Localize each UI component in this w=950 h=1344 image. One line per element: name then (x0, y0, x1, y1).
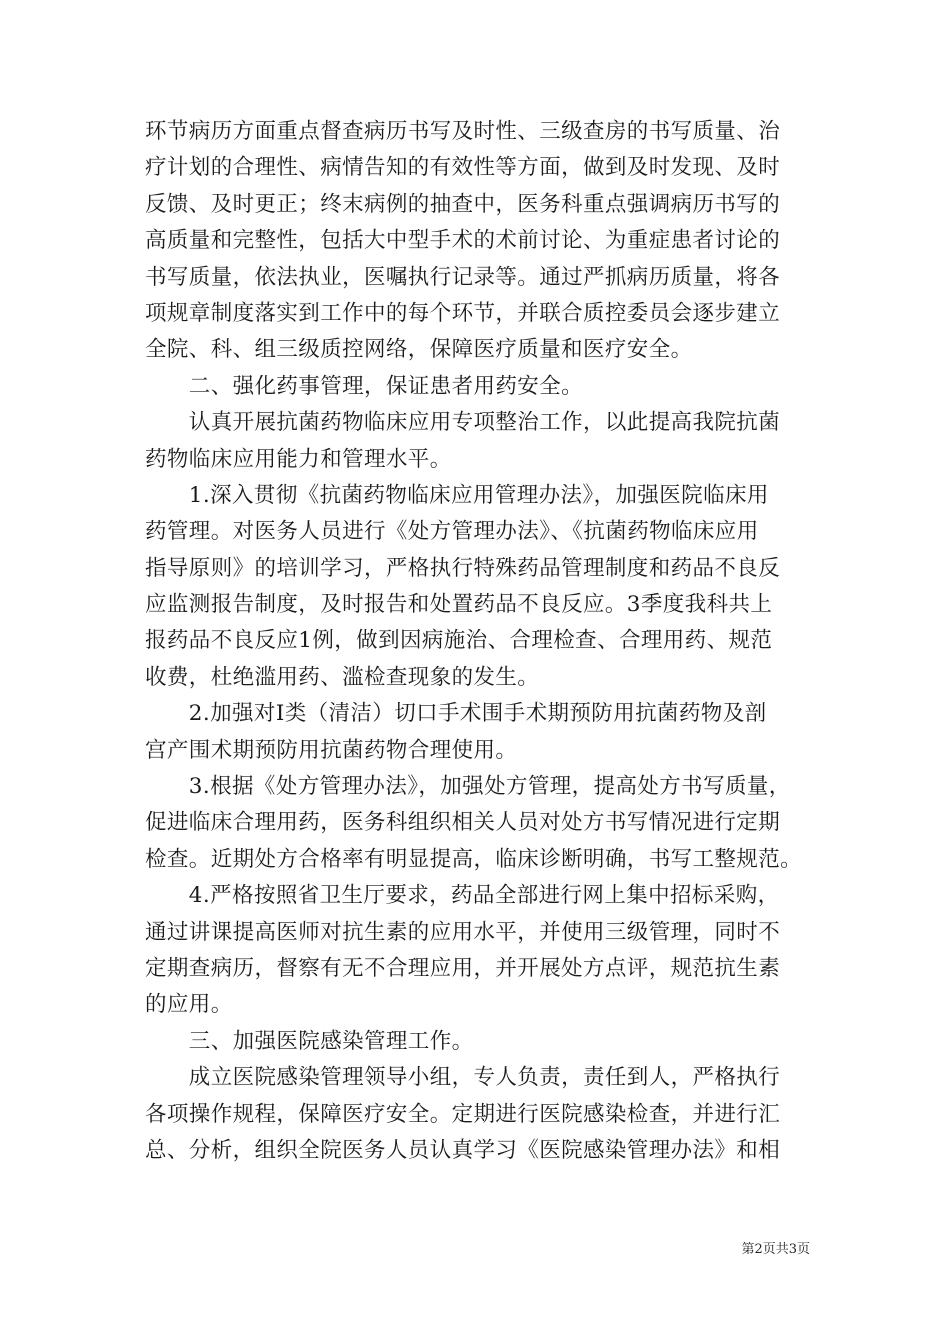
section-heading: 二、强化药事管理，保证患者用药安全。 (145, 373, 584, 399)
text-line: 的应用。 (145, 992, 233, 1018)
text-line: 指导原则》的培训学习，严格执行特殊药品管理制度和药品不良反 (145, 555, 781, 581)
body-text (145, 114, 810, 1169)
text-line: 高质量和完整性，包括大中型手术的术前讨论、为重症患者讨论的 (145, 228, 781, 254)
text-line: 促进临床合理用药，医务科组织相关人员对处方书写情况进行定期 (145, 810, 781, 836)
text-line: 认真开展抗菌药物临床应用专项整治工作，以此提高我院抗菌 (145, 410, 781, 436)
text-line: 全院、科、组三级质控网络，保障医疗质量和医疗安全。 (145, 337, 693, 363)
text-line: 书写质量，依法执业，医嘱执行记录等。通过严抓病历质量，将各 (145, 264, 781, 290)
text-line: 疗计划的合理性、病情告知的有效性等方面，做到及时发现、及时 (145, 155, 781, 181)
page-number-footer: 第2页共3页 (741, 1242, 810, 1257)
text-line: 收费，杜绝滥用药、滥检查现象的发生。 (145, 664, 540, 690)
text-line: 项规章制度落实到工作中的每个环节，并联合质控委员会逐步建立 (145, 300, 781, 326)
text-line: 报药品不良反应1例，做到因病施治、合理检查、合理用药、规范 (145, 628, 773, 654)
text-line: 各项操作规程，保障医疗安全。定期进行医院感染检查，并进行汇 (145, 1101, 781, 1127)
text-line: 2.加强对Ⅰ类（清洁）切口手术围手术期预防用抗菌药物及剖 (145, 701, 767, 727)
text-line: 4.严格按照省卫生厅要求，药品全部进行网上集中招标采购， (145, 883, 780, 909)
text-line: 1.深入贯彻《抗菌药物临床应用管理办法》，加强医院临床用 (145, 482, 769, 508)
text-line: 宫产围术期预防用抗菌药物合理使用。 (145, 737, 518, 763)
section-heading: 三、加强医院感染管理工作。 (145, 1028, 474, 1054)
text-line: 通过讲课提高医师对抗生素的应用水平，并使用三级管理，同时不 (145, 919, 781, 945)
text-line: 药物临床应用能力和管理水平。 (145, 446, 452, 472)
text-line: 环节病历方面重点督查病历书写及时性、三级查房的书写质量、治 (145, 119, 781, 144)
text-line: 成立医院感染管理领导小组，专人负责，责任到人，严格执行 (145, 1065, 781, 1091)
text-line: 3.根据《处方管理办法》，加强处方管理，提高处方书写质量， (145, 774, 791, 800)
text-line: 检查。近期处方合格率有明显提高，临床诊断明确，书写工整规范。 (145, 846, 803, 872)
text-line: 总、分析，组织全院医务人员认真学习《医院感染管理办法》和相 (145, 1137, 781, 1163)
text-line: 反馈、及时更正；终末病例的抽查中，医务科重点强调病历书写的 (145, 191, 781, 217)
text-line: 药管理。对医务人员进行《处方管理办法》、《抗菌药物临床应用 (145, 519, 759, 545)
text-line: 定期查病历，督察有无不合理应用，并开展处方点评，规范抗生素 (145, 955, 781, 981)
text-line: 应监测报告制度，及时报告和处置药品不良反应。3季度我科共上 (145, 592, 773, 618)
